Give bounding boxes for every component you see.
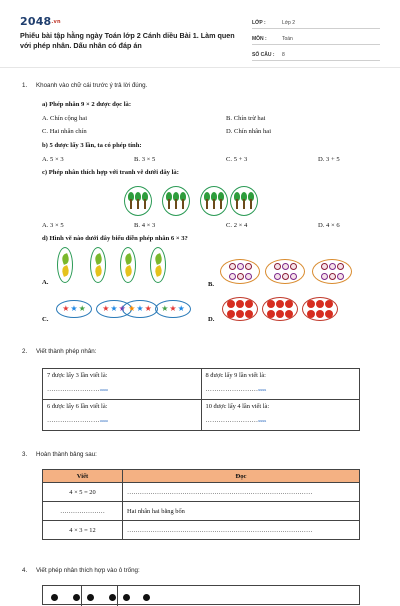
- table-cell: [43, 369, 202, 400]
- leaf-group-image: [57, 247, 73, 283]
- meta-label: MÔN :: [252, 36, 267, 42]
- flower-icon: [321, 263, 328, 270]
- star-group-image: [155, 300, 191, 318]
- column-header-read: Đọc: [123, 470, 360, 483]
- apple-icon: [236, 300, 244, 308]
- meta-value: Lớp 2: [282, 20, 296, 26]
- question-prompt: Khoanh vào chữ cái trước ý trả lời đúng.: [36, 82, 148, 89]
- q1-part-c-prompt: c) Phép nhân thích hợp với tranh vẽ dưới đây là:: [42, 169, 179, 176]
- tree-group-image: [124, 186, 152, 216]
- flower-icon: [290, 273, 297, 280]
- leaf-group-image: [120, 247, 136, 283]
- apple-icon: [307, 310, 315, 318]
- q1-part-d-prompt: d) Hình vẽ nào dưới đây biểu diễn phép nhân 6 × 3?: [42, 235, 188, 242]
- logo-suffix: .vn: [51, 19, 61, 25]
- cell-prompt: 10 được lấy 4 lần viết là:: [205, 403, 270, 410]
- q1b-option-b[interactable]: B. 3 × 5: [134, 156, 156, 163]
- question-number: 4.: [22, 567, 28, 574]
- table-cell: 4 × 3 = 12: [43, 521, 123, 540]
- dot-picture-table: [42, 585, 360, 605]
- question-prompt: Viết thành phép nhân:: [36, 348, 97, 355]
- q1c-option-b[interactable]: B. 4 × 3: [134, 222, 156, 229]
- apple-icon: [245, 300, 253, 308]
- leaf-icon: [60, 265, 70, 277]
- flower-icon: [329, 273, 336, 280]
- leaf-group-image: [90, 247, 106, 283]
- flower-icon: [237, 263, 244, 270]
- flower-icon: [237, 273, 244, 280]
- star-icon: ★: [161, 304, 169, 313]
- answer-line[interactable]: ……………………uuuu: [47, 417, 108, 424]
- q1-part-a-prompt: a) Phép nhân 9 × 2 được đọc là:: [42, 101, 132, 108]
- table-row: [43, 521, 360, 540]
- q1a-option-a[interactable]: A. Chín cộng hai: [42, 115, 88, 122]
- palm-tree-icon: [241, 192, 247, 210]
- palm-tree-icon: [218, 192, 224, 210]
- worksheet-title: Phiếu bài tập hằng ngày Toán lớp 2 Cánh diều Bài 1. Làm quen với phép nhân. Dấu nhân có đáp án: [20, 31, 235, 50]
- apple-group-image: [222, 297, 258, 321]
- question-number: 1.: [22, 82, 28, 89]
- leaf-icon: [153, 253, 163, 265]
- column-header-write: Viết: [43, 470, 123, 483]
- leaf-icon: [93, 265, 103, 277]
- leaf-icon: [123, 253, 133, 265]
- apple-icon: [285, 300, 293, 308]
- star-group-image: [122, 300, 158, 318]
- palm-tree-icon: [248, 192, 254, 210]
- star-icon: ★: [110, 304, 118, 313]
- table-cell: [201, 369, 360, 400]
- meta-label: SỐ CÂU :: [252, 52, 275, 58]
- q1-part-b-prompt: b) 5 được lấy 3 lần, ta có phép tính:: [42, 142, 142, 149]
- flower-icon: [337, 263, 344, 270]
- table-row: [43, 483, 360, 502]
- table-row: [43, 502, 360, 521]
- star-icon: ★: [78, 304, 86, 313]
- cell-prompt: 6 được lấy 6 lần viết là:: [47, 403, 108, 410]
- flower-group-image: [312, 259, 352, 284]
- question-2-heading: [22, 348, 96, 355]
- palm-tree-icon: [142, 192, 148, 210]
- q1a-option-b[interactable]: B. Chín trừ hai: [226, 115, 266, 122]
- question-number: 2.: [22, 348, 28, 355]
- flower-icon: [290, 263, 297, 270]
- flower-icon: [282, 263, 289, 270]
- apple-group-image: [302, 297, 338, 321]
- q1c-option-d[interactable]: D. 4 × 6: [318, 222, 340, 229]
- apple-icon: [325, 300, 333, 308]
- q1d-option-a-label[interactable]: A.: [42, 279, 49, 286]
- star-icon: ★: [70, 304, 78, 313]
- flower-icon: [245, 263, 252, 270]
- meta-row-class: [252, 15, 380, 29]
- flower-icon: [229, 273, 236, 280]
- flower-icon: [282, 273, 289, 280]
- answer-line[interactable]: ……………………uuuu: [205, 386, 267, 393]
- flower-icon: [321, 273, 328, 280]
- leaf-icon: [153, 265, 163, 277]
- palm-tree-icon: [204, 192, 210, 210]
- meta-row-subject: [252, 31, 380, 45]
- question-prompt: Viết phép nhân thích hợp vào ô trống:: [36, 567, 140, 574]
- apple-icon: [267, 310, 275, 318]
- star-icon: ★: [102, 304, 110, 313]
- table-cell: Hai nhân hai bằng bốn: [123, 502, 360, 521]
- answer-cell[interactable]: ……………………………………………………………………………: [123, 483, 360, 502]
- apple-icon: [276, 310, 284, 318]
- answer-line[interactable]: ……………………uuuu: [205, 417, 267, 424]
- palm-tree-icon: [128, 192, 134, 210]
- palm-tree-icon: [211, 192, 217, 210]
- q1c-option-c[interactable]: C. 2 × 4: [226, 222, 248, 229]
- star-group-image: [56, 300, 92, 318]
- cell-prompt: 7 được lấy 3 lần viết là:: [47, 372, 108, 379]
- flower-icon: [329, 263, 336, 270]
- star-icon: ★: [118, 304, 126, 313]
- leaf-icon: [93, 253, 103, 265]
- question-1-heading: [22, 82, 147, 89]
- flower-icon: [229, 263, 236, 270]
- site-logo[interactable]: [20, 15, 61, 28]
- star-icon: ★: [144, 304, 152, 313]
- q1c-option-a[interactable]: A. 3 × 5: [42, 222, 64, 229]
- leaf-icon: [123, 265, 133, 277]
- tree-group-image: [230, 186, 258, 216]
- q1b-option-c[interactable]: C. 5 + 3: [226, 156, 248, 163]
- table-cell: [201, 400, 360, 431]
- meta-label: LỚP :: [252, 20, 266, 26]
- flower-icon: [337, 273, 344, 280]
- apple-group-image: [262, 297, 298, 321]
- star-icon: ★: [136, 304, 144, 313]
- flower-icon: [245, 273, 252, 280]
- apple-icon: [227, 300, 235, 308]
- answer-cell[interactable]: …………………: [43, 502, 123, 521]
- flower-icon: [274, 273, 281, 280]
- q1a-option-d[interactable]: D. Chín nhân hai: [226, 128, 272, 135]
- palm-tree-icon: [180, 192, 186, 210]
- star-icon: ★: [62, 304, 70, 313]
- palm-tree-icon: [166, 192, 172, 210]
- apple-icon: [316, 300, 324, 308]
- multiplication-writing-table: [42, 368, 360, 431]
- question-3-heading: [22, 451, 97, 458]
- q1d-option-b-label[interactable]: B.: [208, 281, 215, 288]
- apple-icon: [245, 310, 253, 318]
- apple-icon: [316, 310, 324, 318]
- q1b-option-a[interactable]: A. 5 × 3: [42, 156, 64, 163]
- cell-prompt: 8 được lấy 9 lần viết là:: [205, 372, 266, 379]
- leaf-group-image: [150, 247, 166, 283]
- palm-tree-icon: [234, 192, 240, 210]
- flower-group-image: [220, 259, 260, 284]
- flower-group-image: [265, 259, 305, 284]
- tree-group-image: [162, 186, 190, 216]
- apple-icon: [267, 300, 275, 308]
- worksheet-header: [0, 0, 400, 68]
- apple-icon: [325, 310, 333, 318]
- write-read-table: [42, 469, 360, 540]
- cell-divider: [117, 586, 118, 606]
- meta-row-count: [252, 47, 380, 61]
- table-cell: [43, 400, 202, 431]
- logo-main: 2048: [20, 15, 52, 28]
- star-icon: ★: [169, 304, 177, 313]
- table-cell: 4 × 5 = 20: [43, 483, 123, 502]
- q1a-option-c[interactable]: C. Hai nhân chín: [42, 128, 87, 135]
- star-icon: ★: [177, 304, 185, 313]
- meta-value: 8: [282, 52, 285, 58]
- question-prompt: Hoàn thành bảng sau:: [36, 451, 97, 458]
- apple-icon: [236, 310, 244, 318]
- q1d-option-d-label[interactable]: D.: [208, 316, 215, 323]
- apple-icon: [285, 310, 293, 318]
- palm-tree-icon: [173, 192, 179, 210]
- star-icon: ★: [128, 304, 136, 313]
- q1d-option-c-label[interactable]: C.: [42, 316, 49, 323]
- answer-line[interactable]: ……………………uuuu: [47, 386, 108, 393]
- tree-group-image: [200, 186, 228, 216]
- apple-icon: [276, 300, 284, 308]
- apple-icon: [227, 310, 235, 318]
- palm-tree-icon: [135, 192, 141, 210]
- cell-divider: [81, 586, 82, 606]
- worksheet-meta: [252, 15, 380, 63]
- flower-icon: [274, 263, 281, 270]
- question-4-heading: [22, 567, 140, 574]
- question-number: 3.: [22, 451, 28, 458]
- leaf-icon: [60, 253, 70, 265]
- meta-value: Toán: [282, 36, 293, 42]
- q1b-option-d[interactable]: D. 3 + 5: [318, 156, 340, 163]
- apple-icon: [307, 300, 315, 308]
- answer-cell[interactable]: ……………………………………………………………………………: [123, 521, 360, 540]
